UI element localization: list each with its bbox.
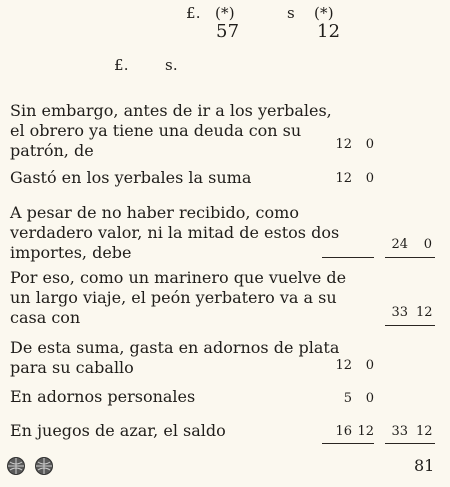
header-pound-value: 57 xyxy=(216,21,240,42)
col2-pounds: 24 xyxy=(391,237,408,252)
entry-line: casa con xyxy=(10,308,81,327)
col2-pounds: 33 xyxy=(391,305,408,320)
entry-text xyxy=(10,338,339,378)
col1-pounds: 12 xyxy=(335,137,352,152)
entry-line: patrón, de xyxy=(10,141,94,160)
entry-line: Sin embargo, antes de ir a los yerbales, xyxy=(10,101,332,120)
subheader-shilling-label: s. xyxy=(165,56,178,74)
entry-text xyxy=(10,387,195,407)
col2-shillings: 12 xyxy=(416,305,433,320)
col1-pounds: 12 xyxy=(335,358,352,373)
col1-pounds: 16 xyxy=(335,424,352,439)
col1-shillings: 0 xyxy=(365,391,374,406)
header-shilling-note: (*) xyxy=(314,4,334,22)
final-rule xyxy=(322,443,374,444)
globe-icon xyxy=(6,456,56,476)
entry-line: De esta suma, gasta en adornos de plata xyxy=(10,338,340,357)
entry-text xyxy=(10,203,339,263)
entry-text xyxy=(10,168,251,188)
col2-shillings: 0 xyxy=(423,237,432,252)
final-rule xyxy=(385,443,435,444)
subheader-pound-label: £. xyxy=(114,56,129,74)
entry-line: el obrero ya tiene una deuda con su xyxy=(10,121,302,140)
header-shilling-label: s xyxy=(287,4,295,22)
total-rule xyxy=(385,325,435,326)
entry-line: Por eso, como un marinero que vuelve de xyxy=(10,268,347,287)
entry-line: En adornos personales xyxy=(10,387,196,406)
entry-line: un largo viaje, el peón yerbatero va a su xyxy=(10,288,337,307)
entry-text xyxy=(10,268,346,328)
col1-pounds: 12 xyxy=(335,171,352,186)
header-pound-label: £. xyxy=(186,4,201,22)
entry-line: A pesar de no haber recibido, como xyxy=(10,203,299,222)
col1-pounds: 5 xyxy=(343,391,352,406)
entry-text xyxy=(10,101,332,161)
entry-text xyxy=(10,421,226,441)
page-number: 81 xyxy=(414,456,435,475)
col1-shillings: 0 xyxy=(365,171,374,186)
entry-line: para su caballo xyxy=(10,358,134,377)
entry-line: importes, debe xyxy=(10,243,132,262)
col1-shillings: 0 xyxy=(365,137,374,152)
subtotal-rule xyxy=(322,257,374,258)
entry-line: En juegos de azar, el saldo xyxy=(10,421,226,440)
entry-line: Gastó en los yerbales la suma xyxy=(10,168,252,187)
entry-line: verdadero valor, ni la mitad de estos dos xyxy=(10,223,340,242)
subtotal-rule xyxy=(385,257,435,258)
footer-icons xyxy=(6,456,56,476)
col2-pounds: 33 xyxy=(391,424,408,439)
col1-shillings: 0 xyxy=(365,358,374,373)
col1-shillings: 12 xyxy=(357,424,374,439)
header-shilling-value: 12 xyxy=(317,21,341,42)
col2-shillings: 12 xyxy=(416,424,433,439)
header-pound-note: (*) xyxy=(215,4,235,22)
